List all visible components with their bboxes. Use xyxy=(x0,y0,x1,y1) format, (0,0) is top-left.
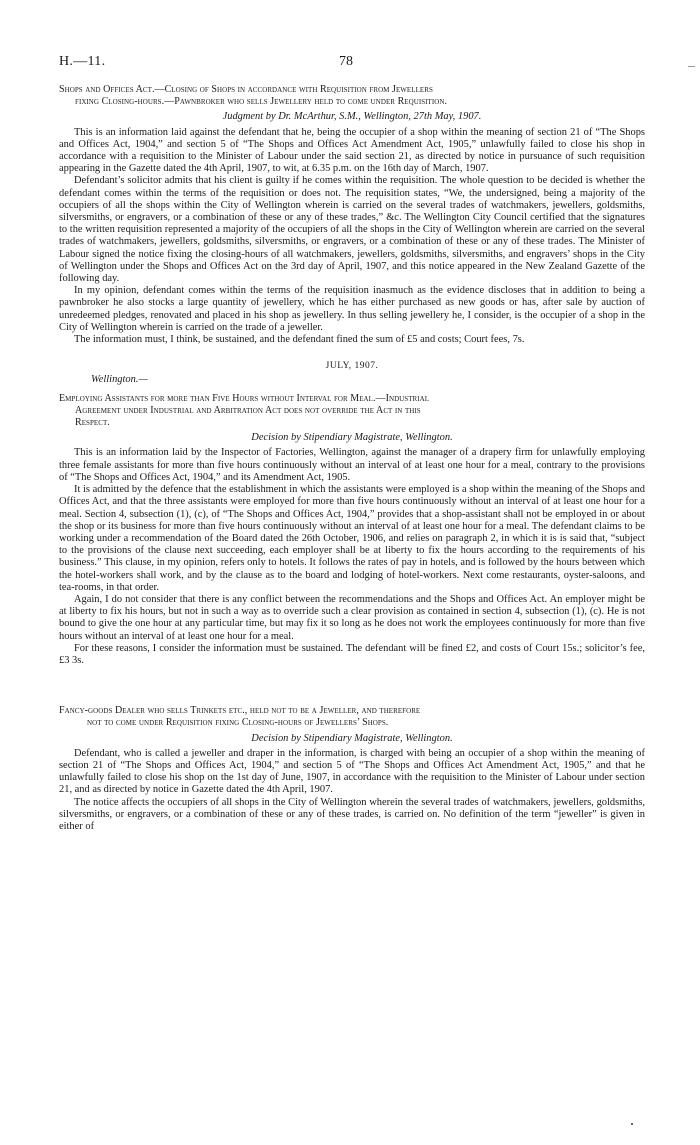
heading-line: Shops and Offices Act.—Closing of Shops in accordance with Requisition from Jewellers xyxy=(59,84,433,95)
paragraph: This is an information laid against the defendant that he, being the occupier of a shop within the meaning of section 21 of “The Shops and Offices Act, 1904,” and section 5 of “The Shops and Offices Act Amendment Act, 1905,” unlawfully failed to close his shop in accordance with a requisition to the Minister of Labour under the said section 21, as directed by notice in pursuance of such requisition appearing in the Gazette dated the 4th April, 1907, to wit, at 6.35 p.m. on the 16th day of March, 1907. xyxy=(59,126,645,175)
decision-attribution: Decision by Stipendiary Magistrate, Wellington. xyxy=(251,732,453,744)
section-heading-1 xyxy=(59,84,645,108)
place-heading: Wellington.— xyxy=(91,374,148,386)
paragraph: The notice affects the occupiers of all shops in the City of Wellington wherein the several trades of watchmakers, jewellers, goldsmiths, silversmiths, or engravers, or a combination of these or any of these trades, is carried on. No definition of the term “jeweller” is given in either of xyxy=(59,796,645,832)
paragraph: Defendant’s solicitor admits that his client is guilty if he comes within the requisition. The whole question to be decided is whether the defendant comes within the terms of the requisition or does not. The requisition states, “We, the undersigned, being a majority of the occupiers of all the shops within the City of Wellington wherein is carried on the several trades of watchmakers, jewellers, goldsmiths, silversmiths, or engravers, or a combination of these or any of these trades,” &c. The Wellington City Council certified that the signatures to the written requisition represented a majority of the occupiers of all the shops in the City of Wellington wherein are carried on the several trades of watchmakers, jewellers, goldsmiths, silversmiths, or engravers, or a combination of these or any of these trades. The Minister of Labour signed the notice fixing the closing-hours of all watchmakers, jewellers, goldsmiths, silversmiths, and engravers’ shops in the City of Wellington under the Shops and Offices Act on the 3rd day of April, 1907, and this notice appeared in the New Zealand Gazette of the following day. xyxy=(59,175,645,285)
heading-line: fixing Closing-hours.—Pawnbroker who sells Jewellery held to come under Requisition. xyxy=(75,96,448,108)
page-number: 78 xyxy=(339,54,353,69)
page-content xyxy=(59,84,645,833)
judgment-attribution: Judgment by Dr. McArthur, S.M., Wellington, 27th May, 1907. xyxy=(222,111,482,123)
paragraph: Defendant, who is called a jeweller and draper in the information, is charged with being an occupier of a shop within the meaning of section 21 of “The Shops and Offices Act, 1904,” and section 5 of “The Shops and Offices Act Amendment Act, 1905,” and that he unlawfully failed to close his shop on the 1st day of June, 1907, in accordance with the requisition to the Minister of Labour under section 21, and as directed by notice in Gazette dated the 4th April, 1907. xyxy=(59,747,645,796)
paragraph: Again, I do not consider that there is any conflict between the recommendations and the Shops and Offices Act. An employer might be at liberty to fix his hours, but not in such a way as to override such a clear provision as contained in section 4, subsection (1), (c). He is not bound to give the one hour at any particular time, but may fix it so long as he does not work the employees continuously for more than five hours without an interval of at least one hour for a meal. xyxy=(59,593,645,642)
paragraph: The information must, I think, be sustained, and the defendant fined the sum of £5 and costs; Court fees, 7s. xyxy=(74,334,525,346)
paragraph: For these reasons, I consider the information must be sustained. The defendant will be fined £2, and costs of Court 15s.; solicitor’s fee, £3 3s. xyxy=(59,642,645,666)
page-header xyxy=(59,54,660,74)
paragraph: It is admitted by the defence that the establishment in which the assistants were employed is a shop within the meaning of the Shops and Offices Act, and that the three assistants were employed for more than five hours continuously without an interval of at least one hour for a meal. Section 4, subsection (1), (c), of “The Shops and Offices Act, 1904,” provides that a shop-assistant shall not be employed in or about the shop or its business for more than five hours continuously without an interval of at least one hour for a meal. The defendant claims to be working under a recommendation of the Board dated the 26th October, 1906, and relies on paragraph 2, in which it is is said that, “subject to the provisions of the clause next succeeding, each employer shall be at liberty to fix the hours according to the requirements of his business.” This clause, in my opinion, refers only to hotels. It follows the rates of pay in hotels, and is followed by the hours between which the hotel-workers shall work, and by the clause as to the board and lodging of hotel-workers. Next come restaurants, oyster-saloons, and tea-rooms, in that order. xyxy=(59,484,645,593)
document-reference: H.—11. xyxy=(59,54,106,69)
heading-line: Employing Assistants for more than Five Hours without Interval for Meal.—Industrial xyxy=(59,392,430,404)
section-heading-3 xyxy=(59,705,645,729)
paragraph: In my opinion, defendant comes within the terms of the requisition inasmuch as the evidence discloses that in addition to being a pawnbroker he also stocks a large quantity of jewellery, which he has either purchased as new goods or has, after sale by auction of unredeemed pledges, renovated and placed in his shop as jewellery. In thus selling jewellery he, I consider, is the occupier of a shop in the City of Wellington wherein is carried on the trade of a jeweller. xyxy=(59,285,645,333)
heading-line: Agreement under Industrial and Arbitration Act does not override the Act in this xyxy=(75,404,421,416)
page-dot xyxy=(631,1123,633,1125)
heading-line: Fancy-goods Dealer who sells Trinkets etc., held not to be a Jeweller, and therefore xyxy=(59,705,421,717)
section-heading-2 xyxy=(59,393,645,430)
heading-line: not to come under Requisition fixing Closing-hours of Jewellers’ Shops. xyxy=(87,717,389,729)
decision-attribution: Decision by Stipendiary Magistrate, Wellington. xyxy=(251,432,453,444)
heading-line: Respect. xyxy=(75,417,110,429)
month-heading: JULY, 1907. xyxy=(325,361,379,372)
paragraph: This is an information laid by the Inspector of Factories, Wellington, against the manager of a drapery firm for unlawfully employing three female assistants for more than five hours continuously without an interval of at least one hour for a meal, contrary to the provisions of “The Shops and Offices Act, 1904,” and its Amendment Act, 1905. xyxy=(59,447,645,483)
edge-mark xyxy=(688,66,695,67)
